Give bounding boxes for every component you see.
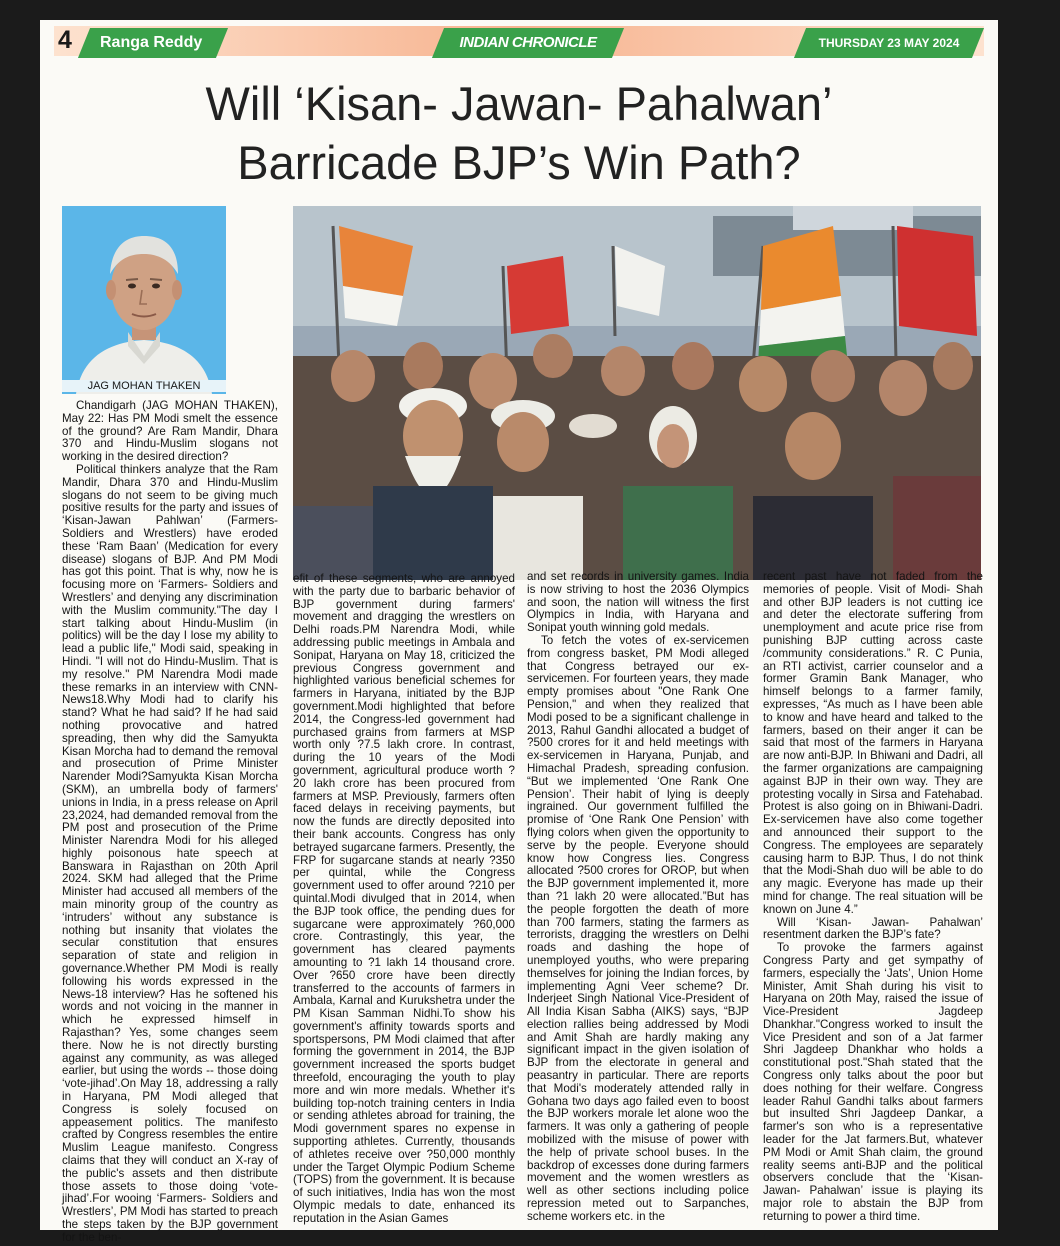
- edition-tag: [78, 28, 228, 58]
- headline-line-2: Barricade BJP’s Win Path?: [237, 136, 801, 189]
- date-tag: [794, 28, 984, 58]
- headline: [60, 74, 978, 192]
- article-paragraph: efit of these segments, who are annoyed with the party due to barbaric behavior of BJP government during farmers' movement and dragging the wrestlers on Delhi roads.PM Narendra Modi, while addressing public meetings in Ambala and Sonipat, Haryana on May 18, criticized the previous Congress government and highlighted various beneficial schemes for farmers in Haryana, initiated by the BJP government.Modi highlighted that before 2014, the Congress-led government had purchased grains from farmers at MSP worth only ?7.5 lakh crore. In contrast, during the 10 years of the Modi government, agricultural produce worth ?20 lakh crore has been procured from farmers at MSP. Previously, farmers often faced delays in receiving payments, but now the funds are directly deposited into their bank accounts. Congress has only betrayed sugarcane farmers. Presently, the FRP for sugarcane stands at nearly ?350 per quintal, while the Congress government used to offer around ?210 per quintal.Modi divulged that in 2014, when the BJP took office, the pending dues for sugarcane were approximately ?60,000 crore. Contrastingly, this year, the government has cleared payments amounting to ?1 lakh 14 thousand crore. Over ?650 crore have been directly transferred to the accounts of farmers in Ambala, Karnal and Kurukshetra under the PM Kisan Samman Nidhi.To show his government's affinity towards sports and sportspersons, PM Modi claimed that after forming the government in 2014, the BJP government increased the sports budget threefold, encouraging the youth to play more and win more medals. Whether it's building top-notch training centers in India or sending athletes abroad for training, the Modi government spares no expense in supporting athletes. Currently, thousands of athletes receive over ?50,000 monthly under the Target Olympic Podium Scheme (TOPS) from the government. It is because of such initiatives, India has won the most Olympic medals to date, enhanced its reputation in the Asian Games: [293, 572, 515, 1225]
- author-caption: JAG MOHAN THAKEN: [62, 380, 226, 392]
- masthead-label: INDIAN CHRONICLE: [459, 34, 597, 51]
- article-paragraph: Political thinkers analyze that the Ram Mandir, Dhara 370 and Hindu-Muslim slogans do not seem to be giving much positive results for the party and issues of ‘Kisan-Jawan Pahlwan’ (Farmers- Soldiers and Wrestlers) have eroded these ‘Ram Baan’ (Medication for every disease) slogans of BJP. And PM Modi has got this point. That is why, now he is focusing more on ‘Farmers- Soldiers and Wrestlers’ and denying any discrimination with the Muslim community."The day I start talking about Hindu-Muslim (in politics) will be the day I lose my ability to lead a public life," Modi said, speaking in Hindi. "I will not do Hindu-Muslim. That is my resolve." PM Narendra Modi made these remarks in an interview with CNN-News18.Why Modi had to clarify his stand? What he had said? If he had said nothing provocative and hatred spreading, then why did the Samyukta Kisan Morcha had to demand the removal and prosecution of Prime Minister Narender Modi?Samyukta Kisan Morcha (SKM), an umbrella body of farmers' unions in India, in a press release on April 23,2024, had demanded removal from the PM post and prosecution of the Prime Minister Narendra Modi for his alleged highly poisonous hate speech at Banswara in Rajasthan on 20th April 2024. SKM had alleged that the Prime Minister had accused all members of the main minority group of the country as ‘intruders’ without any substance is nothing but insanity that violates the secular constitution that ensures separation of state and religion in governance.Whether PM Modi is really following his words expressed in the News-18 interview? Has he softened his words and not voicing in the manner in which he expressed himself in Rajasthan? Yes, some changes seem there. Now he is not directly bursting against any community, as was alleged earlier, but using the words -- those doing ‘vote-jihad’.On May 18, addressing a rally in Haryana, PM Modi alleged that Congress is solely focused on appeasement politics. The manifesto crafted by Congress resembles the entire Muslim League manifesto. Congress claims that they will conduct an X-ray of the public's assets and then distribute those assets to those doing ‘vote-jihad’.For wooing ‘Farmers- Soldiers and Wrestlers’, PM Modi has started to preach the steps taken by the BJP government for the ben-: [62, 462, 278, 1244]
- article-column-3: [527, 571, 749, 1228]
- newspaper-page: [40, 20, 998, 1244]
- rally-photo: [293, 206, 981, 580]
- date-label: THURSDAY 23 MAY 2024: [818, 36, 960, 50]
- subheading: Will ‘Kisan- Jawan- Pahalwan’ resentment darken the BJP’s fate?: [763, 915, 983, 942]
- article-paragraph: To fetch the votes of ex-servicemen from congress basket, PM Modi alleged that Congress betrayed our ex-servicemen. For fourteen years, they made empty promises about "One Rank One Pension," and when they realized that Modi posed to be a significant challenge in 2013, Rahul Gandhi allocated a budget of ?500 crores for it and held meetings with ex-servicemen in Haryana, Punjab, and Himachal Pradesh, spreading confusion. “But we implemented ‘One Rank One Pension’. Their habit of lying is deeply ingrained. Our government fulfilled the promise of ‘One Rank One Pension’ with flying colors when given the opportunity to serve by the people. Everyone should know how Congress lies. Congress allocated ?500 crores for OROP, but when the BJP government implemented it, more than ?1 lakh 20 were allocated.”But has the people forgotten the death of more than 700 farmers, stating the farmers as terrorists, dragging the wrestlers on Delhi roads and dashing the hope of unemployed youths, who were preparing themselves for joining the Indian forces, by implementing Agni Veer scheme? Dr. Inderjeet Singh National Vice-President of All India Kisan Sabha (AIKS) says, “BJP election rallies being addressed by Modi and Amit Shah are hardly making any significant impact in the given isolation of BJP from the electorate in general and peasantry in particular. There are reports that Modi's moderately attended rally in Gohana two days ago failed even to boost the BJP workers morale let alone woo the farmers. It was only a gathering of people mobilized with the misuse of power with the help of private school buses. In the backdrop of excesses done during farmers movement and the women wrestlers as well as other sections including police repression meted out to Sarpanches, scheme workers etc. in the: [527, 633, 749, 1223]
- article-paragraph: To provoke the farmers against Congress Party and get sympathy of farmers, especially the ‘Jats’, Union Home Minister, Amit Shah during his visit to Haryana on 20th May, raised the issue of Vice-President Jagdeep Dhankhar."Congress worked to insult the Vice President and son of a Jat farmer Shri Jagdeep Dhankhar who holds a constitutional post."Shah stated that the Congress only talks about the poor but does nothing for their welfare. Congress leader Rahul Gandhi talks about farmers but insulted Shri Jagdeep Dankar, a farmer's son who is a representative leader for the Jat farmers.But, whatever PM Modi or Amit Shah claim, the ground reality seems anti-BJP and the political observers conclude that the ‘Kisan- Jawan- Pahalwan’ issue is playing its major role to abstain the BJP from returning to power a third time.: [763, 941, 983, 1223]
- article-column-2: [293, 573, 515, 1228]
- masthead: [432, 28, 624, 58]
- headline-line-1: Will ‘Kisan- Jawan- Pahalwan’: [205, 77, 833, 130]
- article-paragraph: Chandigarh (JAG MOHAN THAKEN), May 22: Has PM Modi smelt the essence of the ground? Are Ram Mandir, Dhara 370 and Hindu-Muslim slogans not working in the desired direction?: [62, 399, 278, 464]
- article-column-4: [763, 571, 983, 1228]
- page-banner: [40, 20, 998, 64]
- edition-label: Ranga Reddy: [100, 34, 203, 51]
- page-number: 4: [58, 26, 72, 54]
- article-paragraph: recent past have not faded from the memories of people. Visit of Modi- Shah and other BJP leaders is not cutting ice and deter the electorate suffering from unemployment and acute price rise from punishing BJP cutting across caste /community considerations.” R. C Punia, an RTI activist, carrier counselor and a former Gramin Bank Manager, who himself belongs to a farmer family, expresses, “As much as I have been able to know and have heard and talked to the farmers, based on their anger it can be said that most of the farmers in Haryana are now anti-BJP. In Bhiwani and Dadri, all the farmer organizations are campaigning against BJP in their own way. They are protesting vocally in Sirsa and Fatehabad. Protest is also going on in Bhiwani-Dadri. Ex-servicemen have also come together and announced their support to the Congress. The employees are separately causing harm to BJP. Thus, I do not think that the Modi-Shah duo will be able to do any magic. Everyone has made up their mind for change. The real situation will be known on June 4.”: [763, 570, 983, 916]
- author-photo: [62, 206, 226, 394]
- article-paragraph: and set records in university games. India is now striving to host the 2036 Olympics and soon, the nation will witness the first Olympics in India, with Haryana and Sonipat youth winning gold medals.: [527, 570, 749, 635]
- article-column-1: [62, 399, 278, 1244]
